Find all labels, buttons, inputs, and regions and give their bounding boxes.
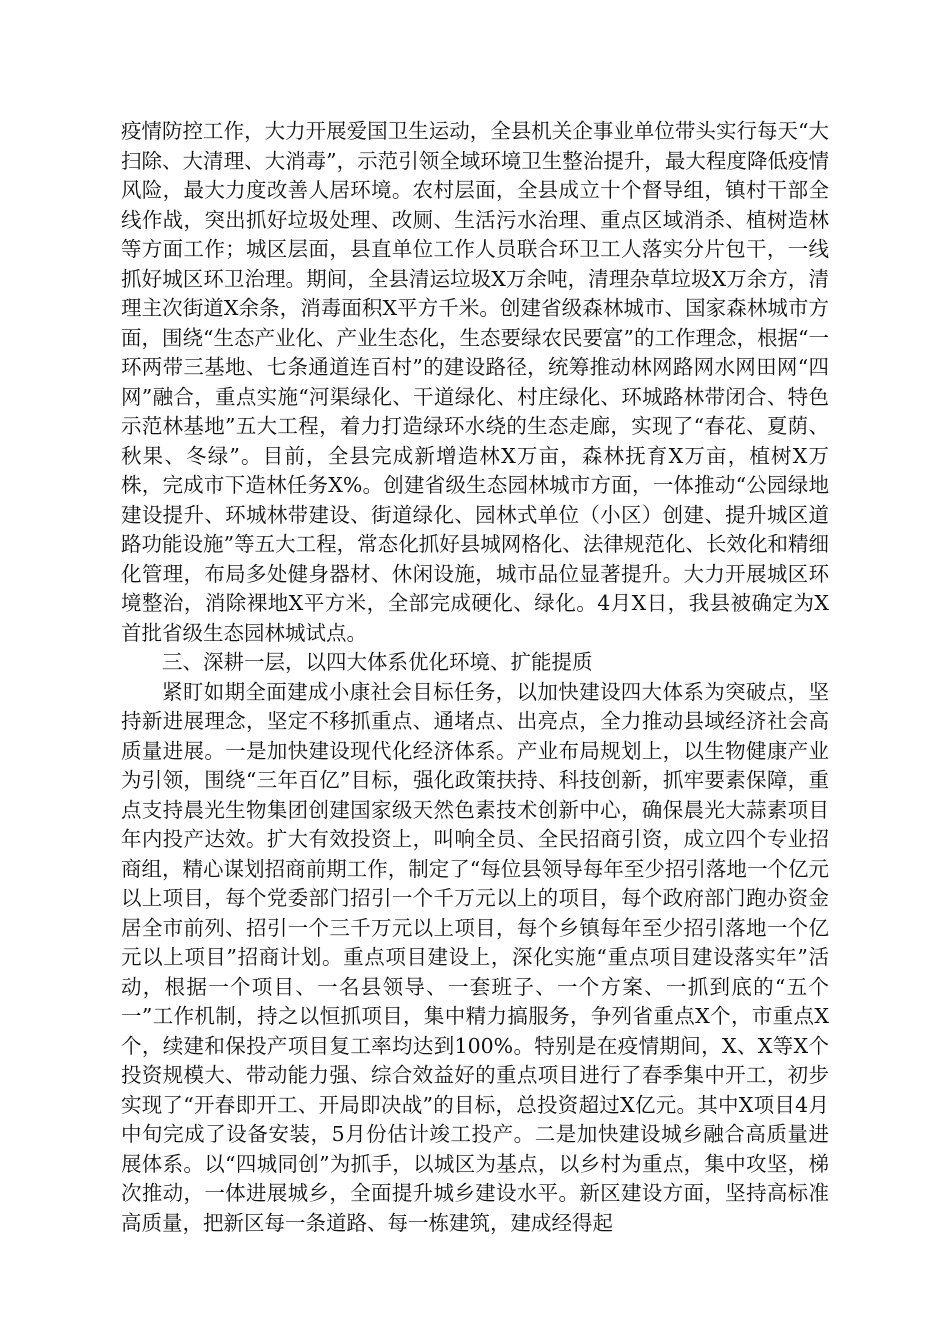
- document-body: [121, 117, 829, 1238]
- paragraph-four-systems: 紧盯如期全面建成小康社会目标任务，以加快建设四大体系为突破点，坚持新进展理念，坚定不移抓重点、通堵点、出亮点，全力推动县域经济社会高质量进展。一是加快建设现代化经济体系。产业布局规划上，以生物健康产业为引领，围绕“三年百亿”目标，强化政策扶持、科技创新，抓牢要素保障，重点支持晨光生物集团创建国家级天然色素技术创新中心，确保晨光大蒜素项目年内投产达效。扩大有效投资上，叫响全员、全民招商引资，成立四个专业招商组，精心谋划招商前期工作，制定了“每位县领导每年至少招引落地一个亿元以上项目，每个党委部门招引一个千万元以上的项目，每个政府部门跑办资金居全市前列、招引一个三千万元以上项目，每个乡镇每年至少招引落地一个亿元以上项目”招商计划。重点项目建设上，深化实施“重点项目建设落实年”活动，根据一个项目、一名县领导、一套班子、一个方案、一抓到底的“五个一”工作机制，持之以恒抓项目，集中精力搞服务，争列省重点X个，市重点X个，续建和保投产项目复工率均达到100%。特别是在疫情期间，X、X等X个投资规模大、带动能力强、综合效益好的重点项目进行了春季集中开工，初步实现了“开春即开工、开局即决战”的目标，总投资超过X亿元。其中X项目4月中旬完成了设备安装，5月份估计竣工投产。二是加快建设城乡融合高质量进展体系。以“四城同创”为抓手，以城区为基点，以乡村为重点，集中攻坚，梯次推动，一体进展城乡，全面提升城乡建设水平。新区建设方面，坚持高标准高质量，把新区每一条道路、每一栋建筑，建成经得起: [121, 679, 829, 1235]
- section-heading-three: 三、深耕一层，以四大体系优化环境、扩能提质: [162, 650, 593, 674]
- paragraph-epidemic-environment: 疫情防控工作，大力开展爱国卫生运动，全县机关企事业单位带头实行每天“大扫除、大清理、大消毒”，示范引领全域环境卫生整治提升，最大程度降低疫情风险，最大力度改善人居环境。农村层面，全县成立十个督导组，镇村干部全线作战，突出抓好垃圾处理、改厕、生活污水治理、重点区域消杀、植树造林等方面工作；城区层面，县直单位工作人员联合环卫工人落实分片包干，一线抓好城区环卫治理。期间，全县清运垃圾X万余吨，清理杂草垃圾X万余方，清理主次街道X余条，消毒面积X平方千米。创建省级森林城市、国家森林城市方面，围绕“生态产业化、产业生态化，生态要绿农民要富”的工作理念，根据“一环两带三基地、七条通道连百村”的建设路径，统筹推动林网路网水网田网“四网”融合，重点实施“河渠绿化、干道绿化、村庄绿化、环城路林带闭合、特色示范林基地”五大工程，着力打造绿环水绕的生态走廊，实现了“春花、夏荫、秋果、冬绿”。目前，全县完成新增造林X万亩，森林抚育X万亩，植树X万株，完成市下造林任务X%。创建省级生态园林城市方面，一体推动“公园绿地建设提升、环城林带建设、街道绿化、园林式单位（小区）创建、提升城区道路功能设施”等五大工程，常态化抓好县城网格化、法律规范化、长效化和精细化管理，布局多处健身器材、休闲设施，城市品位显著提升。大力开展城区环境整治，消除裸地X平方米，全部完成硬化、绿化。4月X日，我县被确定为X首批省级生态园林城试点。: [121, 119, 829, 645]
